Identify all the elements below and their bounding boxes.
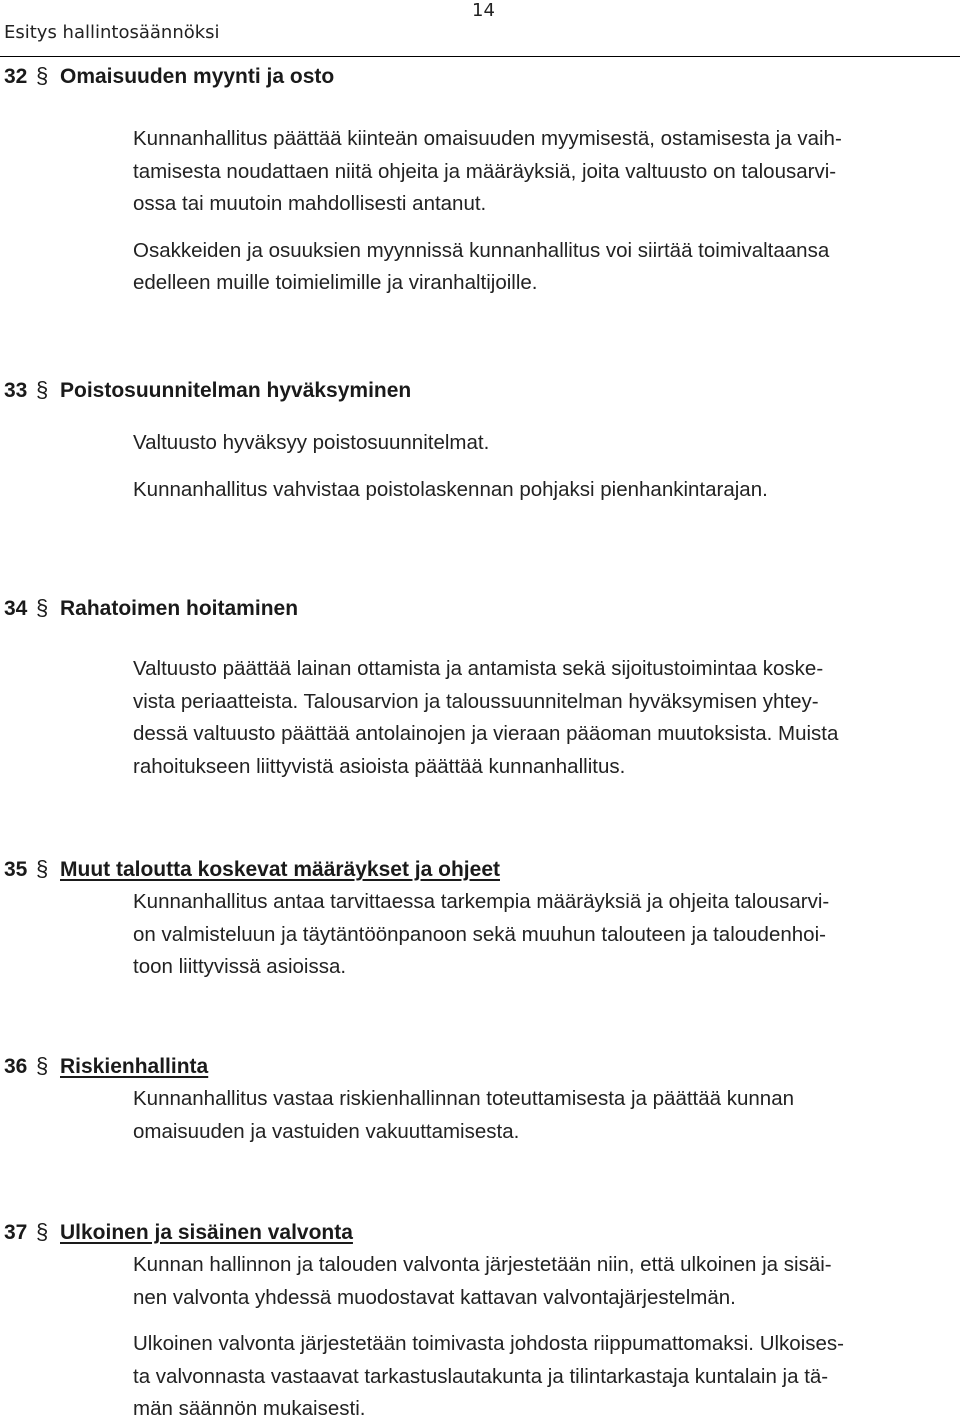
- section-heading: [0, 379, 960, 407]
- section-symbol: §: [36, 1053, 49, 1078]
- section-37: [0, 1221, 960, 1426]
- text-line: Kunnanhallitus vastaa riskienhallinnan toteuttamisesta ja päättää kunnan: [133, 1087, 794, 1110]
- section-heading: [0, 858, 960, 886]
- section-number: 36: [4, 1055, 28, 1078]
- text-line: edelleen muille toimielimille ja viranhaltijoille.: [133, 271, 538, 294]
- section-heading: [0, 597, 960, 625]
- text-line: Kunnanhallitus antaa tarvittaessa tarkempia määräyksiä ja ohjeita talousarvi-: [133, 890, 830, 913]
- document-title: Esitys hallintosäännöksi: [4, 22, 220, 43]
- section-number: 32: [4, 65, 28, 88]
- section-34: [0, 597, 960, 783]
- section-heading: [0, 65, 960, 93]
- section-title: Rahatoimen hoitaminen: [60, 597, 299, 620]
- text-line: ta valvonnasta vastaavat tarkastuslautakunta ja tilintarkastaja kuntalain ja tä-: [133, 1364, 829, 1388]
- section-number: 35: [4, 858, 28, 881]
- text-line: ossa tai muutoin mahdollisesti antanut.: [133, 192, 487, 215]
- text-line: dessä valtuusto päättää antolainojen ja vieraan pääoman muutoksista. Muista: [133, 722, 839, 745]
- text-line: Kunnanhallitus päättää kiinteän omaisuuden myymisestä, ostamisesta ja vaih-: [133, 127, 842, 150]
- paragraph: [133, 474, 955, 507]
- paragraph: [133, 886, 955, 984]
- text-line: Valtuusto päättää lainan ottamista ja antamista sekä sijoitustoimintaa koske-: [133, 657, 824, 680]
- text-line: toon liittyvissä asioissa.: [133, 955, 347, 978]
- section-35: [0, 858, 960, 984]
- section-symbol: §: [36, 856, 49, 881]
- text-line: rahoitukseen liittyvistä asioista päättää kunnanhallitus.: [133, 754, 626, 778]
- section-32: [0, 65, 960, 300]
- section-33: [0, 379, 960, 506]
- section-title: Ulkoinen ja sisäinen valvonta: [60, 1221, 353, 1244]
- text-line: Kunnan hallinnon ja talouden valvonta järjestetään niin, että ulkoinen ja sisäi-: [133, 1253, 832, 1276]
- section-symbol: §: [36, 377, 49, 402]
- section-symbol: §: [36, 1219, 49, 1244]
- text-line: Osakkeiden ja osuuksien myynnissä kunnanhallitus voi siirtää toimivaltaansa: [133, 238, 830, 262]
- section-heading: [0, 1221, 960, 1249]
- text-line: män säännön mukaisesti.: [133, 1397, 366, 1420]
- section-title: Muut taloutta koskevat määräykset ja ohjeet: [60, 858, 500, 881]
- paragraph: [133, 1249, 955, 1314]
- text-line: Kunnanhallitus vahvistaa poistolaskennan pohjaksi pienhankintarajan.: [133, 477, 768, 501]
- text-line: on valmisteluun ja täytäntöönpanoon sekä muuhun talouteen ja taloudenhoi-: [133, 922, 826, 946]
- text-line: omaisuuden ja vastuiden vakuuttamisesta.: [133, 1119, 520, 1143]
- section-symbol: §: [36, 63, 49, 88]
- section-36: [0, 1055, 960, 1148]
- paragraph: [133, 653, 955, 783]
- text-line: vista periaatteista. Talousarvion ja taloussuunnitelman hyväksymisen yhtey-: [133, 689, 819, 713]
- page-number: 14: [472, 0, 495, 21]
- section-title: Omaisuuden myynti ja osto: [60, 65, 335, 88]
- section-number: 37: [4, 1221, 28, 1244]
- text-line: Valtuusto hyväksyy poistosuunnitelmat.: [133, 431, 490, 454]
- section-number: 33: [4, 379, 28, 402]
- text-line: tamisesta noudattaen niitä ohjeita ja määräyksiä, joita valtuusto on talousarvi-: [133, 159, 837, 183]
- text-line: Ulkoinen valvonta järjestetään toimivasta johdosta riippumattomaksi. Ulkoises-: [133, 1332, 844, 1355]
- paragraph: [133, 427, 955, 460]
- page-header: [0, 0, 960, 57]
- paragraph: [133, 123, 955, 221]
- section-title: Riskienhallinta: [60, 1055, 209, 1078]
- section-heading: [0, 1055, 960, 1083]
- paragraph: [133, 235, 955, 300]
- text-line: nen valvonta yhdessä muodostavat kattavan valvontajärjestelmän.: [133, 1285, 736, 1309]
- section-number: 34: [4, 597, 28, 620]
- paragraph: [133, 1328, 955, 1426]
- section-title: Poistosuunnitelman hyväksyminen: [60, 379, 412, 402]
- section-symbol: §: [36, 595, 49, 620]
- paragraph: [133, 1083, 955, 1148]
